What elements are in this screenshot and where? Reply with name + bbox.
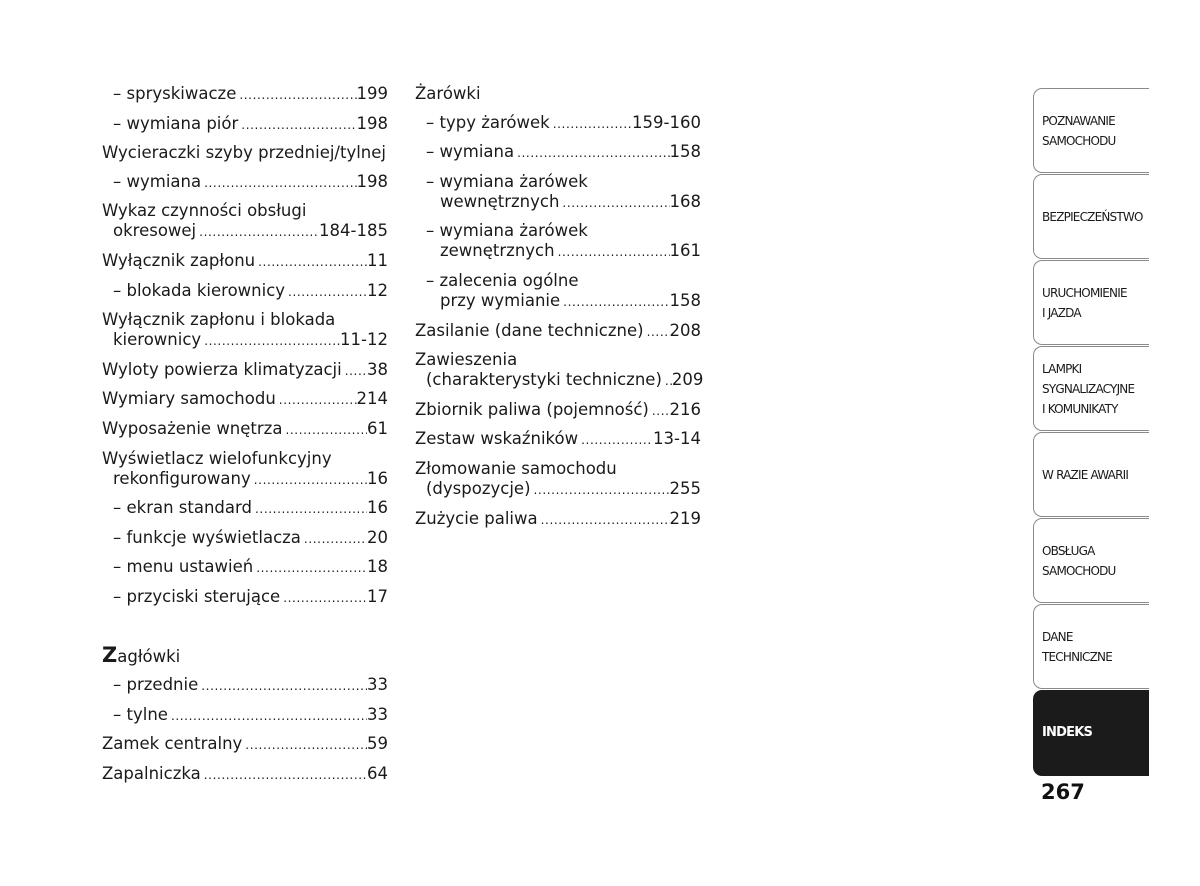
- index-column-left: [102, 84, 388, 793]
- index-entry[interactable]: Zapalniczka ..... 64: [102, 764, 388, 785]
- tab-uruchomienie-i-jazda[interactable]: URUCHOMIENIE I JAZDA: [1033, 260, 1149, 345]
- index-entry[interactable]: Zamek centralny ..... 59: [102, 734, 388, 755]
- index-entry-multiline[interactable]: – wymiana żarówek zewnętrznych ..... 161: [415, 221, 701, 262]
- index-entry-multiline[interactable]: – wymiana żarówek wewnętrznych ..... 168: [415, 172, 701, 213]
- tab-indeks[interactable]: INDEKS: [1033, 690, 1149, 776]
- index-column-middle: [415, 84, 704, 538]
- index-entry[interactable]: Wyposażenie wnętrza ..... 61: [102, 419, 388, 440]
- index-entry[interactable]: Wymiary samochodu ..... 214: [102, 389, 388, 410]
- index-entry[interactable]: Zużycie paliwa ..... 219: [415, 509, 701, 530]
- tab-poznawanie-samochodu[interactable]: POZNAWANIE SAMOCHODU: [1033, 88, 1149, 173]
- index-heading: Wycieraczki szyby przedniej/tylnej: [102, 143, 387, 163]
- index-entry[interactable]: – typy żarówek ..... 159-160: [415, 113, 701, 134]
- index-entry[interactable]: Zestaw wskaźników ..... 13-14: [415, 429, 701, 450]
- page-number: 267: [1041, 780, 1085, 804]
- index-entry[interactable]: Zasilanie (dane techniczne) ..... 208: [415, 321, 701, 342]
- index-entry[interactable]: Wyloty powierza klimatyzacji ..... 38: [102, 360, 388, 381]
- index-heading: Żarówki: [415, 84, 481, 103]
- section-letter: Z: [102, 642, 118, 667]
- index-entry[interactable]: – wymiana ..... 158: [415, 142, 701, 163]
- index-entry[interactable]: – tylne ..... 33: [102, 705, 388, 726]
- index-entry-multiline[interactable]: Wykaz czynności obsługi okresowej ..... 184-185: [102, 201, 388, 242]
- index-entry[interactable]: – wymiana ..... 198: [102, 172, 388, 193]
- tab-dane-techniczne[interactable]: DANE TECHNICZNE: [1033, 604, 1149, 689]
- index-entry-multiline[interactable]: Złomowanie samochodu (dyspozycje) ..... 255: [415, 459, 701, 500]
- chapter-tabs: [1033, 88, 1149, 777]
- section-heading: Zagłówki: [102, 642, 181, 667]
- index-entry[interactable]: – blokada kierownicy ..... 12: [102, 281, 388, 302]
- index-entry-multiline[interactable]: – zalecenia ogólne przy wymianie ..... 158: [415, 271, 701, 312]
- tab-w-razie-awarii[interactable]: W RAZIE AWARII: [1033, 432, 1149, 517]
- index-entry[interactable]: – wymiana piór ..... 198: [102, 114, 388, 135]
- index-entry[interactable]: – menu ustawień ..... 18: [102, 557, 388, 578]
- index-entry-multiline[interactable]: Wyłącznik zapłonu i blokada kierownicy ..... 11-12: [102, 310, 388, 351]
- index-entry[interactable]: – przyciski sterujące ..... 17: [102, 587, 388, 608]
- index-entry[interactable]: – przednie ..... 33: [102, 675, 388, 696]
- index-entry[interactable]: – ekran standard ..... 16: [102, 498, 388, 519]
- index-entry[interactable]: – funkcje wyświetlacza ..... 20: [102, 528, 388, 549]
- index-entry[interactable]: Wyłącznik zapłonu ..... 11: [102, 251, 388, 272]
- tab-obsluga-samochodu[interactable]: OBSŁUGA SAMOCHODU: [1033, 518, 1149, 603]
- index-entry[interactable]: – spryskiwacze ..... 199: [102, 84, 388, 105]
- tab-bezpieczenstwo[interactable]: BEZPIECZEŃSTWO: [1033, 174, 1149, 259]
- index-entry-multiline[interactable]: Zawieszenia (charakterystyki techniczne) ..... 209: [415, 350, 701, 391]
- section-gap: [102, 617, 388, 645]
- tab-lampki-sygnalizacyjne[interactable]: LAMPKI SYGNALIZACYJNE I KOMUNIKATY: [1033, 346, 1149, 431]
- index-entry-multiline[interactable]: Wyświetlacz wielofunkcyjny rekonfigurowany ..... 16: [102, 449, 388, 490]
- index-entry[interactable]: Zbiornik paliwa (pojemność) ..... 216: [415, 400, 701, 421]
